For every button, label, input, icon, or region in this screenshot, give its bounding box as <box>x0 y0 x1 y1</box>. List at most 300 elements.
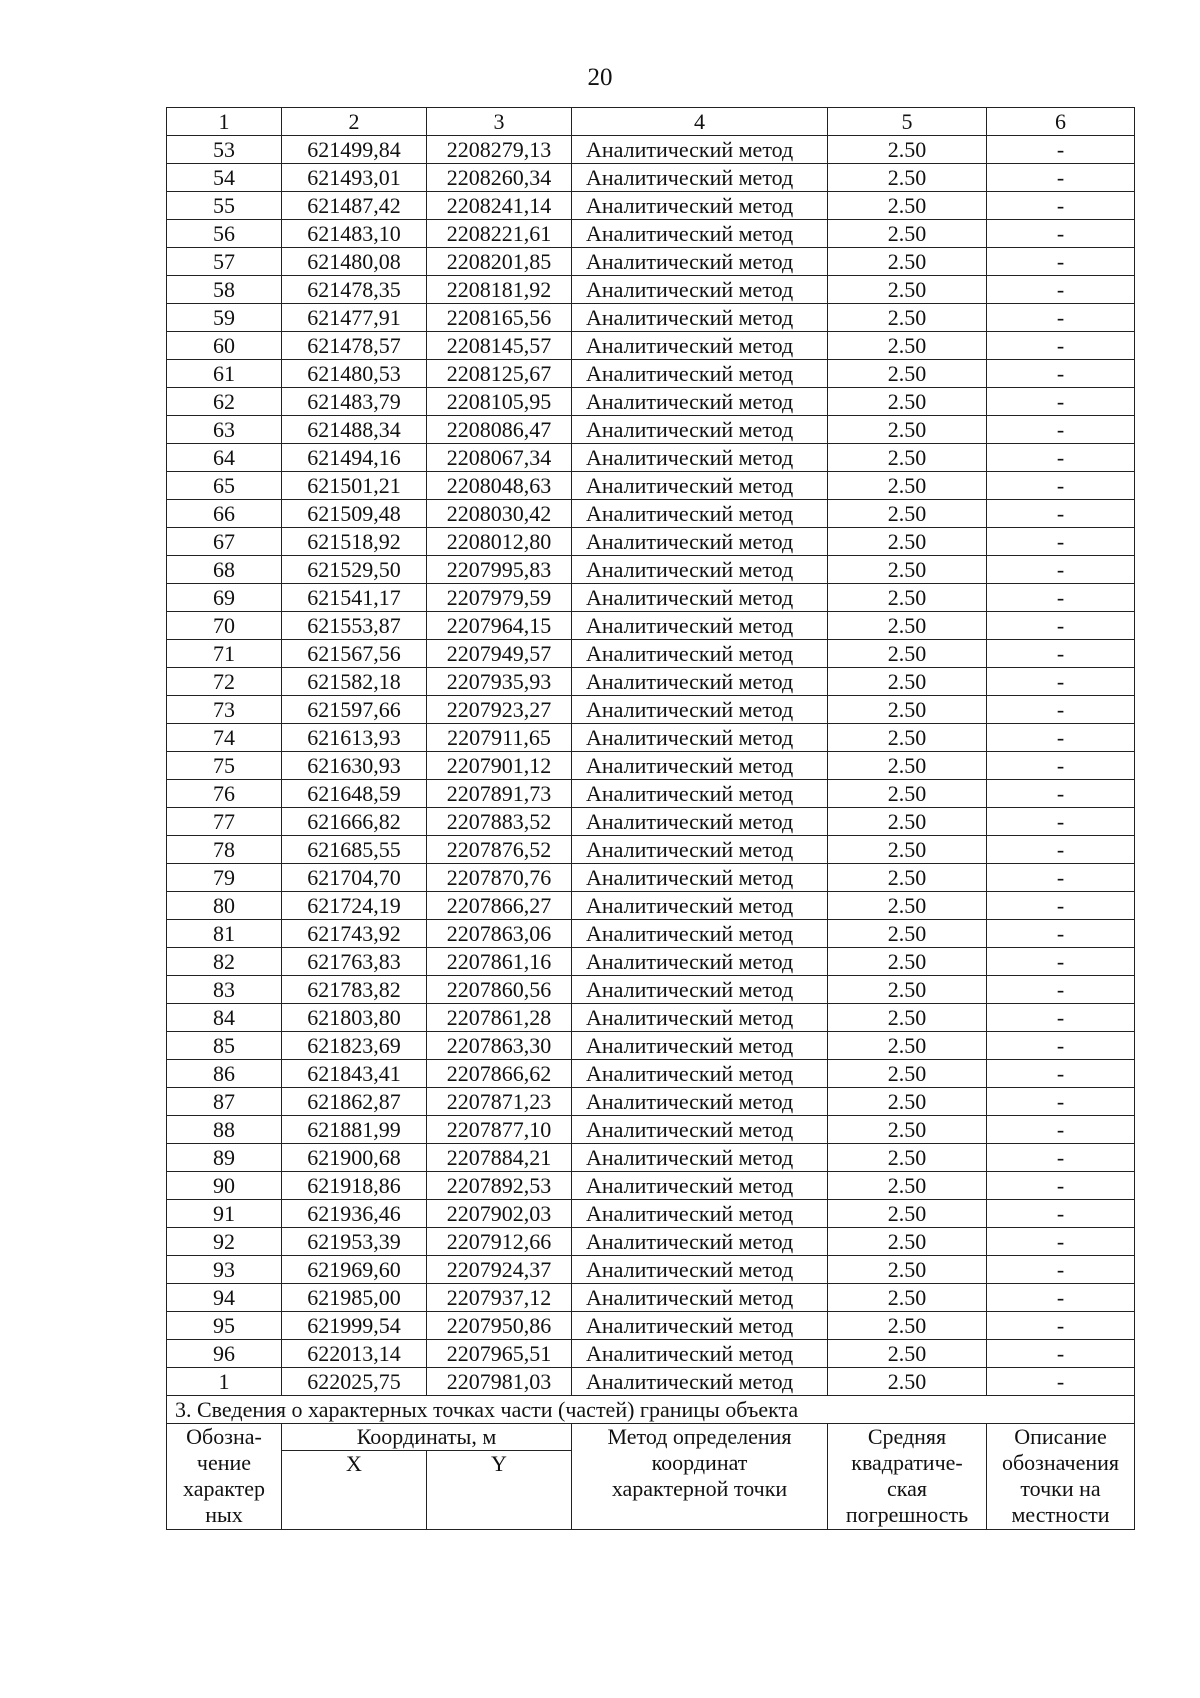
description-cell: - <box>987 612 1135 640</box>
coord-x-cell: 621666,82 <box>282 808 427 836</box>
page-number: 20 <box>587 64 613 91</box>
error-cell: 2.50 <box>828 276 987 304</box>
point-number-cell: 57 <box>167 248 282 276</box>
coord-y-cell: 2208048,63 <box>427 472 572 500</box>
coord-y-cell: 2208145,57 <box>427 332 572 360</box>
method-cell: Аналитический метод <box>572 836 828 864</box>
coord-x-cell: 621685,55 <box>282 836 427 864</box>
table-row <box>167 1368 1135 1396</box>
table-row <box>167 808 1135 836</box>
coord-x-cell: 621613,93 <box>282 724 427 752</box>
point-number-cell: 82 <box>167 948 282 976</box>
point-number-cell: 71 <box>167 640 282 668</box>
table-row <box>167 472 1135 500</box>
coord-y-cell: 2207901,12 <box>427 752 572 780</box>
table-row <box>167 556 1135 584</box>
table-row <box>167 1032 1135 1060</box>
description-cell: - <box>987 528 1135 556</box>
point-number-cell: 63 <box>167 416 282 444</box>
error-cell: 2.50 <box>828 1144 987 1172</box>
coord-y-cell: 2207911,65 <box>427 724 572 752</box>
description-cell: - <box>987 1284 1135 1312</box>
coord-x-cell: 621529,50 <box>282 556 427 584</box>
coord-y-cell: 2207892,53 <box>427 1172 572 1200</box>
error-cell: 2.50 <box>828 1088 987 1116</box>
coord-x-cell: 621509,48 <box>282 500 427 528</box>
error-cell: 2.50 <box>828 1340 987 1368</box>
method-cell: Аналитический метод <box>572 276 828 304</box>
method-cell: Аналитический метод <box>572 1060 828 1088</box>
coord-x-cell: 621953,39 <box>282 1228 427 1256</box>
error-cell: 2.50 <box>828 892 987 920</box>
coord-x-cell: 621999,54 <box>282 1312 427 1340</box>
coord-x-cell: 621783,82 <box>282 976 427 1004</box>
section-title: 3. Сведения о характерных точках части (частей) границы объекта <box>167 1396 1135 1424</box>
method-cell: Аналитический метод <box>572 724 828 752</box>
column-number-row <box>167 108 1135 136</box>
description-cell: - <box>987 304 1135 332</box>
coord-y-cell: 2208105,95 <box>427 388 572 416</box>
coord-x-cell: 621518,92 <box>282 528 427 556</box>
method-cell: Аналитический метод <box>572 892 828 920</box>
description-cell: - <box>987 1116 1135 1144</box>
table-row <box>167 388 1135 416</box>
description-cell: - <box>987 472 1135 500</box>
method-cell: Аналитический метод <box>572 864 828 892</box>
coord-y-cell: 2207937,12 <box>427 1284 572 1312</box>
error-cell: 2.50 <box>828 920 987 948</box>
point-number-cell: 53 <box>167 136 282 164</box>
error-cell: 2.50 <box>828 1312 987 1340</box>
error-cell: 2.50 <box>828 724 987 752</box>
column-number: 6 <box>987 108 1135 136</box>
table-row <box>167 304 1135 332</box>
coord-x-cell: 621582,18 <box>282 668 427 696</box>
error-cell: 2.50 <box>828 388 987 416</box>
coord-x-cell: 621487,42 <box>282 192 427 220</box>
table-row <box>167 276 1135 304</box>
point-number-cell: 73 <box>167 696 282 724</box>
point-number-cell: 59 <box>167 304 282 332</box>
error-cell: 2.50 <box>828 808 987 836</box>
error-cell: 2.50 <box>828 948 987 976</box>
coord-y-cell: 2208165,56 <box>427 304 572 332</box>
method-cell: Аналитический метод <box>572 612 828 640</box>
coord-x-cell: 621499,84 <box>282 136 427 164</box>
coord-y-cell: 2207950,86 <box>427 1312 572 1340</box>
point-number-cell: 62 <box>167 388 282 416</box>
description-cell: - <box>987 976 1135 1004</box>
error-cell: 2.50 <box>828 304 987 332</box>
coord-x-cell: 621541,17 <box>282 584 427 612</box>
coord-x-cell: 621985,00 <box>282 1284 427 1312</box>
coord-x-cell: 621862,87 <box>282 1088 427 1116</box>
table-row <box>167 836 1135 864</box>
table-row <box>167 1256 1135 1284</box>
table-row <box>167 948 1135 976</box>
description-cell: - <box>987 248 1135 276</box>
point-number-cell: 76 <box>167 780 282 808</box>
point-number-cell: 92 <box>167 1228 282 1256</box>
point-number-cell: 80 <box>167 892 282 920</box>
table-row <box>167 192 1135 220</box>
coord-y-cell: 2207981,03 <box>427 1368 572 1396</box>
description-cell: - <box>987 808 1135 836</box>
description-cell: - <box>987 1088 1135 1116</box>
point-number-cell: 94 <box>167 1284 282 1312</box>
point-number-cell: 88 <box>167 1116 282 1144</box>
description-cell: - <box>987 864 1135 892</box>
method-cell: Аналитический метод <box>572 1116 828 1144</box>
method-cell: Аналитический метод <box>572 556 828 584</box>
error-cell: 2.50 <box>828 584 987 612</box>
method-cell: Аналитический метод <box>572 780 828 808</box>
error-cell: 2.50 <box>828 780 987 808</box>
table-row <box>167 1284 1135 1312</box>
table-body <box>167 108 1135 1530</box>
description-cell: - <box>987 668 1135 696</box>
method-cell: Аналитический метод <box>572 584 828 612</box>
method-cell: Аналитический метод <box>572 1228 828 1256</box>
coord-y-cell: 2208086,47 <box>427 416 572 444</box>
error-cell: 2.50 <box>828 1284 987 1312</box>
description-cell: - <box>987 780 1135 808</box>
coord-x-cell: 621501,21 <box>282 472 427 500</box>
point-number-cell: 90 <box>167 1172 282 1200</box>
coord-x-cell: 621704,70 <box>282 864 427 892</box>
coord-y-cell: 2207870,76 <box>427 864 572 892</box>
description-cell: - <box>987 724 1135 752</box>
description-cell: - <box>987 388 1135 416</box>
table-row <box>167 752 1135 780</box>
table-row <box>167 500 1135 528</box>
description-cell: - <box>987 836 1135 864</box>
coord-x-cell: 622025,75 <box>282 1368 427 1396</box>
table-row <box>167 416 1135 444</box>
header-designation: Обозна- чение характер ных <box>167 1424 282 1530</box>
description-cell: - <box>987 1228 1135 1256</box>
point-number-cell: 79 <box>167 864 282 892</box>
error-cell: 2.50 <box>828 1368 987 1396</box>
description-cell: - <box>987 332 1135 360</box>
point-number-cell: 55 <box>167 192 282 220</box>
error-cell: 2.50 <box>828 528 987 556</box>
point-number-cell: 54 <box>167 164 282 192</box>
table-row <box>167 612 1135 640</box>
coord-y-cell: 2207912,66 <box>427 1228 572 1256</box>
coord-y-cell: 2207871,23 <box>427 1088 572 1116</box>
coord-y-cell: 2207949,57 <box>427 640 572 668</box>
coord-x-cell: 621480,08 <box>282 248 427 276</box>
point-number-cell: 85 <box>167 1032 282 1060</box>
coord-y-cell: 2208279,13 <box>427 136 572 164</box>
column-number: 3 <box>427 108 572 136</box>
method-cell: Аналитический метод <box>572 808 828 836</box>
table-row <box>167 668 1135 696</box>
error-cell: 2.50 <box>828 220 987 248</box>
table-row <box>167 360 1135 388</box>
method-cell: Аналитический метод <box>572 948 828 976</box>
table-row <box>167 1172 1135 1200</box>
header-coordinates: Координаты, м <box>282 1424 572 1451</box>
error-cell: 2.50 <box>828 696 987 724</box>
column-number: 4 <box>572 108 828 136</box>
description-cell: - <box>987 1368 1135 1396</box>
error-cell: 2.50 <box>828 164 987 192</box>
description-cell: - <box>987 1144 1135 1172</box>
point-number-cell: 87 <box>167 1088 282 1116</box>
error-cell: 2.50 <box>828 444 987 472</box>
description-cell: - <box>987 556 1135 584</box>
coord-y-cell: 2207965,51 <box>427 1340 572 1368</box>
coord-x-cell: 621881,99 <box>282 1116 427 1144</box>
description-cell: - <box>987 1256 1135 1284</box>
coord-x-cell: 621477,91 <box>282 304 427 332</box>
description-cell: - <box>987 1060 1135 1088</box>
error-cell: 2.50 <box>828 1060 987 1088</box>
point-number-cell: 77 <box>167 808 282 836</box>
description-cell: - <box>987 1312 1135 1340</box>
description-cell: - <box>987 416 1135 444</box>
point-number-cell: 61 <box>167 360 282 388</box>
point-number-cell: 68 <box>167 556 282 584</box>
table-row <box>167 220 1135 248</box>
error-cell: 2.50 <box>828 136 987 164</box>
point-number-cell: 95 <box>167 1312 282 1340</box>
method-cell: Аналитический метод <box>572 1284 828 1312</box>
coord-x-cell: 621743,92 <box>282 920 427 948</box>
error-cell: 2.50 <box>828 976 987 1004</box>
table-row <box>167 640 1135 668</box>
point-number-cell: 56 <box>167 220 282 248</box>
method-cell: Аналитический метод <box>572 472 828 500</box>
coord-y-cell: 2208221,61 <box>427 220 572 248</box>
coord-y-cell: 2207876,52 <box>427 836 572 864</box>
coord-x-cell: 621843,41 <box>282 1060 427 1088</box>
table-row <box>167 1116 1135 1144</box>
coord-x-cell: 621900,68 <box>282 1144 427 1172</box>
point-number-cell: 60 <box>167 332 282 360</box>
description-cell: - <box>987 276 1135 304</box>
table-row <box>167 444 1135 472</box>
coord-x-cell: 621483,79 <box>282 388 427 416</box>
table-row <box>167 136 1135 164</box>
error-cell: 2.50 <box>828 1200 987 1228</box>
description-cell: - <box>987 1172 1135 1200</box>
column-number: 2 <box>282 108 427 136</box>
table-row <box>167 1228 1135 1256</box>
method-cell: Аналитический метод <box>572 1312 828 1340</box>
table-row <box>167 332 1135 360</box>
table-row <box>167 1312 1135 1340</box>
method-cell: Аналитический метод <box>572 640 828 668</box>
coord-y-cell: 2208241,14 <box>427 192 572 220</box>
table-row <box>167 920 1135 948</box>
table-row <box>167 1200 1135 1228</box>
description-cell: - <box>987 500 1135 528</box>
method-cell: Аналитический метод <box>572 360 828 388</box>
description-cell: - <box>987 192 1135 220</box>
error-cell: 2.50 <box>828 1172 987 1200</box>
method-cell: Аналитический метод <box>572 1172 828 1200</box>
method-cell: Аналитический метод <box>572 1200 828 1228</box>
coord-y-cell: 2207877,10 <box>427 1116 572 1144</box>
coord-x-cell: 621630,93 <box>282 752 427 780</box>
coord-y-cell: 2207923,27 <box>427 696 572 724</box>
error-cell: 2.50 <box>828 1256 987 1284</box>
point-number-cell: 81 <box>167 920 282 948</box>
method-cell: Аналитический метод <box>572 1256 828 1284</box>
coord-x-cell: 621478,35 <box>282 276 427 304</box>
method-cell: Аналитический метод <box>572 444 828 472</box>
header-error: Средняя квадратиче- ская погрешность <box>828 1424 987 1530</box>
coord-x-cell: 621488,34 <box>282 416 427 444</box>
error-cell: 2.50 <box>828 668 987 696</box>
coord-y-cell: 2208260,34 <box>427 164 572 192</box>
column-number: 1 <box>167 108 282 136</box>
error-cell: 2.50 <box>828 192 987 220</box>
coord-y-cell: 2207863,06 <box>427 920 572 948</box>
coord-y-cell: 2207861,28 <box>427 1004 572 1032</box>
coord-x-cell: 621494,16 <box>282 444 427 472</box>
coord-x-cell: 621478,57 <box>282 332 427 360</box>
point-number-cell: 78 <box>167 836 282 864</box>
table-row <box>167 1144 1135 1172</box>
coord-y-cell: 2208125,67 <box>427 360 572 388</box>
coord-y-cell: 2208181,92 <box>427 276 572 304</box>
point-number-cell: 64 <box>167 444 282 472</box>
error-cell: 2.50 <box>828 472 987 500</box>
header-y: Y <box>427 1451 572 1530</box>
description-cell: - <box>987 948 1135 976</box>
method-cell: Аналитический метод <box>572 500 828 528</box>
point-number-cell: 84 <box>167 1004 282 1032</box>
method-cell: Аналитический метод <box>572 1004 828 1032</box>
point-number-cell: 75 <box>167 752 282 780</box>
point-number-cell: 70 <box>167 612 282 640</box>
point-number-cell: 83 <box>167 976 282 1004</box>
method-cell: Аналитический метод <box>572 752 828 780</box>
point-number-cell: 66 <box>167 500 282 528</box>
method-cell: Аналитический метод <box>572 528 828 556</box>
coord-x-cell: 621936,46 <box>282 1200 427 1228</box>
method-cell: Аналитический метод <box>572 1368 828 1396</box>
table-row <box>167 696 1135 724</box>
table-row <box>167 864 1135 892</box>
method-cell: Аналитический метод <box>572 976 828 1004</box>
coord-y-cell: 2207884,21 <box>427 1144 572 1172</box>
description-cell: - <box>987 892 1135 920</box>
error-cell: 2.50 <box>828 416 987 444</box>
table-row <box>167 528 1135 556</box>
coord-y-cell: 2207995,83 <box>427 556 572 584</box>
method-cell: Аналитический метод <box>572 192 828 220</box>
coord-y-cell: 2207935,93 <box>427 668 572 696</box>
header-row <box>167 1424 1135 1451</box>
error-cell: 2.50 <box>828 332 987 360</box>
error-cell: 2.50 <box>828 836 987 864</box>
method-cell: Аналитический метод <box>572 1088 828 1116</box>
method-cell: Аналитический метод <box>572 220 828 248</box>
coord-x-cell: 621483,10 <box>282 220 427 248</box>
description-cell: - <box>987 920 1135 948</box>
description-cell: - <box>987 1032 1135 1060</box>
section-title-row <box>167 1396 1135 1424</box>
method-cell: Аналитический метод <box>572 1144 828 1172</box>
method-cell: Аналитический метод <box>572 696 828 724</box>
coord-y-cell: 2208201,85 <box>427 248 572 276</box>
point-number-cell: 72 <box>167 668 282 696</box>
description-cell: - <box>987 752 1135 780</box>
method-cell: Аналитический метод <box>572 416 828 444</box>
method-cell: Аналитический метод <box>572 1340 828 1368</box>
description-cell: - <box>987 444 1135 472</box>
coord-y-cell: 2208067,34 <box>427 444 572 472</box>
point-number-cell: 86 <box>167 1060 282 1088</box>
method-cell: Аналитический метод <box>572 1032 828 1060</box>
description-cell: - <box>987 220 1135 248</box>
coord-x-cell: 621724,19 <box>282 892 427 920</box>
table-row <box>167 892 1135 920</box>
error-cell: 2.50 <box>828 752 987 780</box>
point-number-cell: 91 <box>167 1200 282 1228</box>
coord-x-cell: 621597,66 <box>282 696 427 724</box>
coord-x-cell: 621918,86 <box>282 1172 427 1200</box>
coord-y-cell: 2207883,52 <box>427 808 572 836</box>
point-number-cell: 96 <box>167 1340 282 1368</box>
table-row <box>167 584 1135 612</box>
table-row <box>167 248 1135 276</box>
coord-x-cell: 621480,53 <box>282 360 427 388</box>
coord-x-cell: 622013,14 <box>282 1340 427 1368</box>
description-cell: - <box>987 584 1135 612</box>
coord-x-cell: 621823,69 <box>282 1032 427 1060</box>
description-cell: - <box>987 1004 1135 1032</box>
coord-y-cell: 2207964,15 <box>427 612 572 640</box>
coord-y-cell: 2208012,80 <box>427 528 572 556</box>
method-cell: Аналитический метод <box>572 668 828 696</box>
table-row <box>167 1340 1135 1368</box>
point-number-cell: 89 <box>167 1144 282 1172</box>
coord-y-cell: 2207860,56 <box>427 976 572 1004</box>
method-cell: Аналитический метод <box>572 920 828 948</box>
coord-y-cell: 2207866,27 <box>427 892 572 920</box>
point-number-cell: 93 <box>167 1256 282 1284</box>
error-cell: 2.50 <box>828 1004 987 1032</box>
description-cell: - <box>987 1340 1135 1368</box>
coord-x-cell: 621803,80 <box>282 1004 427 1032</box>
header-description: Описание обозначения точки на местности <box>987 1424 1135 1530</box>
error-cell: 2.50 <box>828 1228 987 1256</box>
error-cell: 2.50 <box>828 360 987 388</box>
coord-y-cell: 2207863,30 <box>427 1032 572 1060</box>
point-number-cell: 1 <box>167 1368 282 1396</box>
table-row <box>167 780 1135 808</box>
table-row <box>167 1060 1135 1088</box>
method-cell: Аналитический метод <box>572 136 828 164</box>
method-cell: Аналитический метод <box>572 304 828 332</box>
coord-y-cell: 2207902,03 <box>427 1200 572 1228</box>
error-cell: 2.50 <box>828 864 987 892</box>
error-cell: 2.50 <box>828 1116 987 1144</box>
description-cell: - <box>987 136 1135 164</box>
error-cell: 2.50 <box>828 500 987 528</box>
column-number: 5 <box>828 108 987 136</box>
point-number-cell: 69 <box>167 584 282 612</box>
coord-x-cell: 621567,56 <box>282 640 427 668</box>
point-number-cell: 58 <box>167 276 282 304</box>
method-cell: Аналитический метод <box>572 388 828 416</box>
